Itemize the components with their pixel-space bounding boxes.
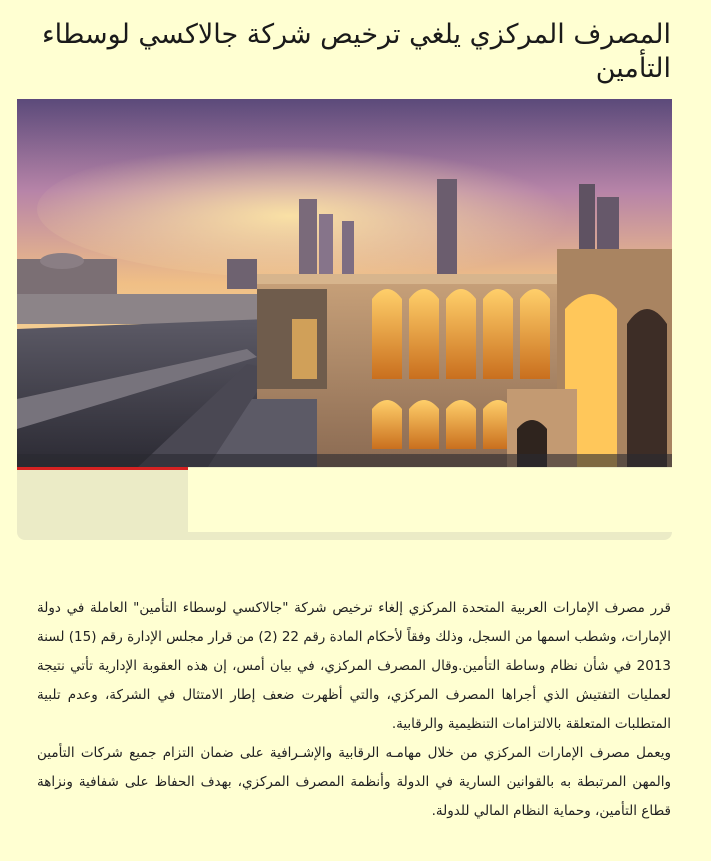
caption-box bbox=[188, 468, 672, 532]
caption-accent-line bbox=[17, 467, 188, 470]
article-paragraph-1: قرر مصرف الإمارات العربية المتحدة المركزي إلغاء ترخيص شركة "جالاكسي لوسطاء التأمين" العاملة في دولة الإمارات، وشطب اسمها من السجل، وذلك وفقاً لأحكام المادة رقم 22 (2) من قرار مجلس الإدارة رقم (15) لسنة 2013 في شأن نظام وساطة التأمين.وقال المصرف المركزي، في بيان أمس، إن هذه العقوبة الإدارية تأتي نتيجة لعمليات التفتيش الذي أجراها المصرف المركزي، والتي أظهرت ضعف إطار الامتثال في الشركة، وعدم تلبية المتطلبات المتعلقة بالالتزامات التنظيمية والرقابية. bbox=[37, 600, 672, 732]
article-title: المصرف المركزي يلغي ترخيص شركة جالاكسي لوسطاء التأمين bbox=[41, 19, 671, 84]
article-photo bbox=[17, 99, 672, 468]
article-paragraph-2: ويعمل مصرف الإمارات المركزي من خلال مهامـه الرقابية والإشـرافية على ضمان التزام جميع شركات التأمين والمهن المرتبطة به بالقوانين السارية في الدولة وأنظمة المصرف المركزي، بهدف الحفاظ على شفافية ونزاهة قطاع التأمين، وحماية النظام المالي للدولة. bbox=[37, 745, 671, 819]
article-body bbox=[37, 594, 671, 826]
image-caption-band bbox=[17, 467, 672, 540]
